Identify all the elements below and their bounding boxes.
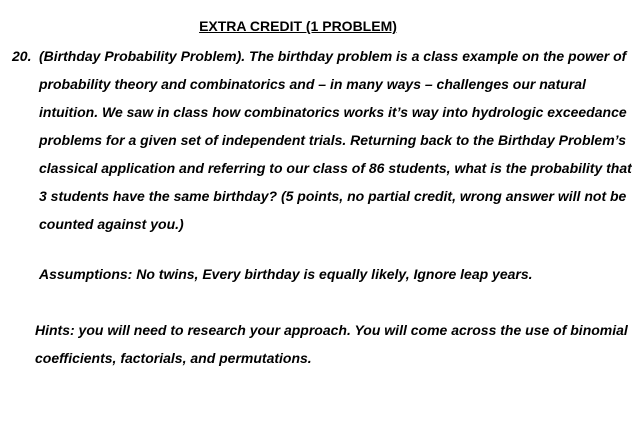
document-title: EXTRA CREDIT (1 PROBLEM) <box>199 18 397 34</box>
assumptions-text: Assumptions: No twins, Every birthday is equally likely, Ignore leap years. <box>39 266 533 282</box>
problem-line: counted against you.) <box>39 216 184 232</box>
problem-line: problems for a given set of independent trials. Returning back to the Birthday Problem’s <box>39 132 627 148</box>
problem-line: 3 students have the same birthday? (5 points, no partial credit, wrong answer will not be <box>39 188 627 204</box>
hints-line: Hints: you will need to research your approach. You will come across the use of binomial <box>35 322 628 338</box>
hints-block <box>35 316 628 372</box>
problem-line: (Birthday Probability Problem). The birthday problem is a class example on the power of <box>39 48 627 64</box>
problem-line: intuition. We saw in class how combinatorics works it’s way into hydrologic exceedance <box>39 104 627 120</box>
problem-line: probability theory and combinatorics and – in many ways – challenges our natural <box>39 76 586 92</box>
problem-number: 20. <box>12 48 32 64</box>
problem-line: classical application and referring to our class of 86 students, what is the probability that <box>39 160 632 176</box>
problem-text <box>39 42 632 238</box>
hints-line: coefficients, factorials, and permutations. <box>35 350 312 366</box>
